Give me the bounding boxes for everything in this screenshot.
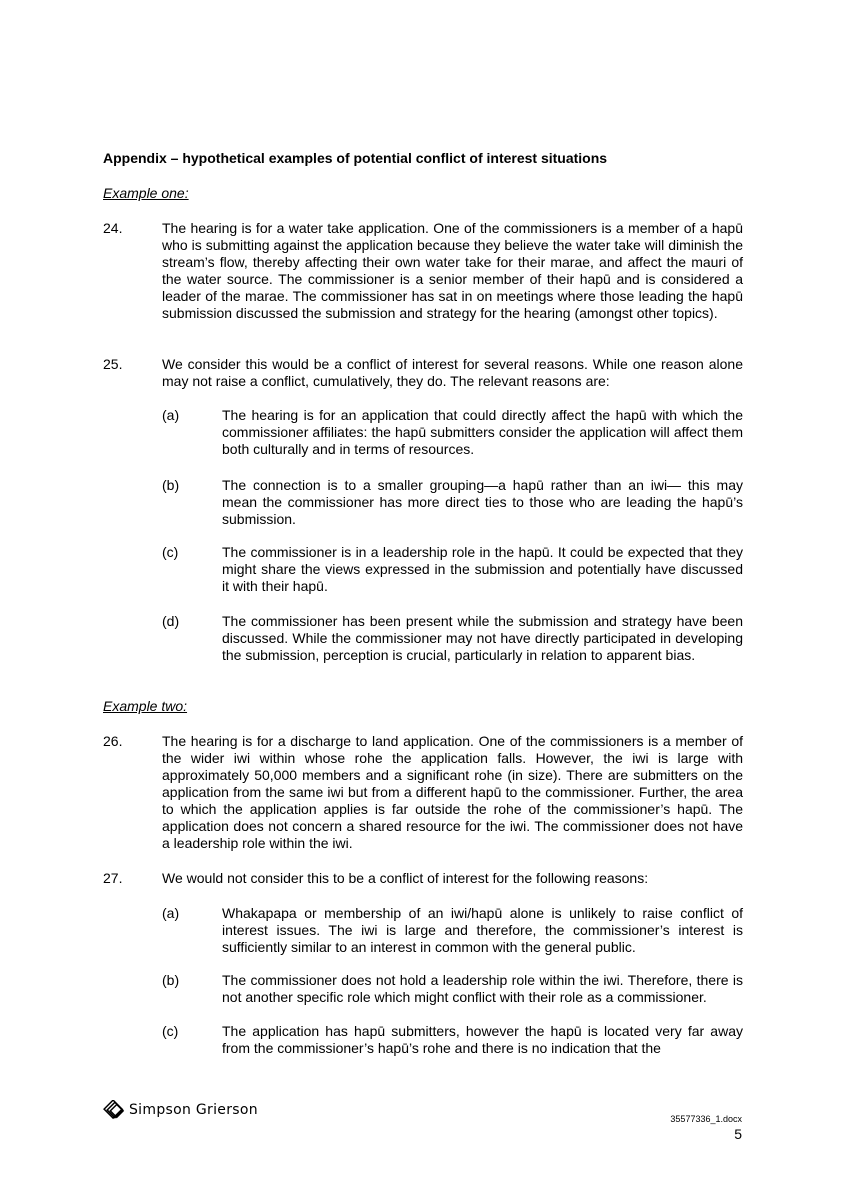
subitem-text: Whakapapa or membership of an iwi/hapū alone is unlikely to raise conflict of interest issues. The iwi is large and therefore, the commissioner’s interest is sufficiently similar to an interest in common with the general public. [222, 905, 743, 955]
subitem-label: (b) [162, 477, 180, 493]
subitem-label: (a) [162, 905, 180, 921]
page-number: 5 [734, 1126, 742, 1142]
firm-logo-icon [103, 1100, 125, 1120]
paragraph-number: 24. [103, 220, 123, 236]
subitem-text: The connection is to a smaller grouping—a hapū rather than an iwi— this may mean the commissioner has more direct ties to those who are leading the hapū’s submission. [222, 477, 743, 527]
subitem-27c [162, 1023, 743, 1057]
subitem-label: (b) [162, 972, 180, 988]
paragraph-25 [103, 356, 743, 390]
subitem-label: (c) [162, 1023, 179, 1039]
paragraph-number: 26. [103, 733, 123, 749]
paragraph-number: 27. [103, 870, 123, 886]
subitem-27b [162, 972, 743, 1006]
paragraph-text: We consider this would be a conflict of interest for several reasons. While one reason alone may not raise a conflict, cumulatively, they do. The relevant reasons are: [162, 356, 743, 389]
paragraph-27 [103, 870, 743, 887]
paragraph-number: 25. [103, 356, 123, 372]
subitem-label: (a) [162, 407, 180, 423]
example-one-title: Example one: [103, 185, 189, 201]
subitem-25c [162, 544, 743, 595]
paragraph-text: The hearing is for a discharge to land application. One of the commissioners is a member of the wider iwi within whose rohe the application falls. However, the iwi is large with approximately 50,000 members and a significant rohe (in size). There are submitters on the application from the same iwi but from a different hapū to the commissioner. Further, the area to which the application applies is far outside the rohe of the commissioner’s hapū. The application does not concern a shared resource for the iwi. The commissioner does not have a leadership role within the iwi. [162, 733, 743, 851]
paragraph-24 [103, 220, 743, 322]
subitem-text: The application has hapū submitters, however the hapū is located very far away from the commissioner’s hapū’s rohe and there is no indication that the [222, 1023, 743, 1056]
document-reference: 35577336_1.docx [670, 1114, 742, 1124]
firm-name: Simpson Grierson [129, 1102, 258, 1118]
subitem-text: The commissioner has been present while the submission and strategy have been discussed. While the commissioner may not have directly participated in developing the submission, perception is crucial, particularly in relation to apparent bias. [222, 613, 743, 663]
firm-logo [103, 1100, 258, 1120]
paragraph-text: The hearing is for a water take application. One of the commissioners is a member of a hapū who is submitting against the application because they believe the water take will diminish the stream’s flow, thereby affecting their own water take for their marae, and affect the mauri of the water source. The commissioner is a senior member of their hapū and is considered a leader of the marae. The commissioner has sat in on meetings where those leading the hapū submission discussed the submission and strategy for the hearing (amongst other topics). [162, 220, 743, 321]
subitem-27a [162, 905, 743, 956]
subitem-25d [162, 613, 743, 664]
subitem-text: The commissioner does not hold a leadership role within the iwi. Therefore, there is not another specific role which might conflict with their role as a commissioner. [222, 972, 743, 1005]
example-two-title: Example two: [103, 698, 188, 714]
subitem-text: The hearing is for an application that could directly affect the hapū with which the commissioner affiliates: the hapū submitters consider the application will affect them both culturally and in terms of resources. [222, 407, 743, 457]
appendix-heading: Appendix – hypothetical examples of potential conflict of interest situations [103, 150, 608, 166]
paragraph-26 [103, 733, 743, 852]
paragraph-text: We would not consider this to be a conflict of interest for the following reasons: [162, 870, 649, 886]
subitem-text: The commissioner is in a leadership role in the hapū. It could be expected that they might share the views expressed in the submission and potentially have discussed it with their hapū. [222, 544, 743, 594]
subitem-label: (d) [162, 613, 180, 629]
subitem-label: (c) [162, 544, 179, 560]
subitem-25a [162, 407, 743, 458]
subitem-25b [162, 477, 743, 528]
